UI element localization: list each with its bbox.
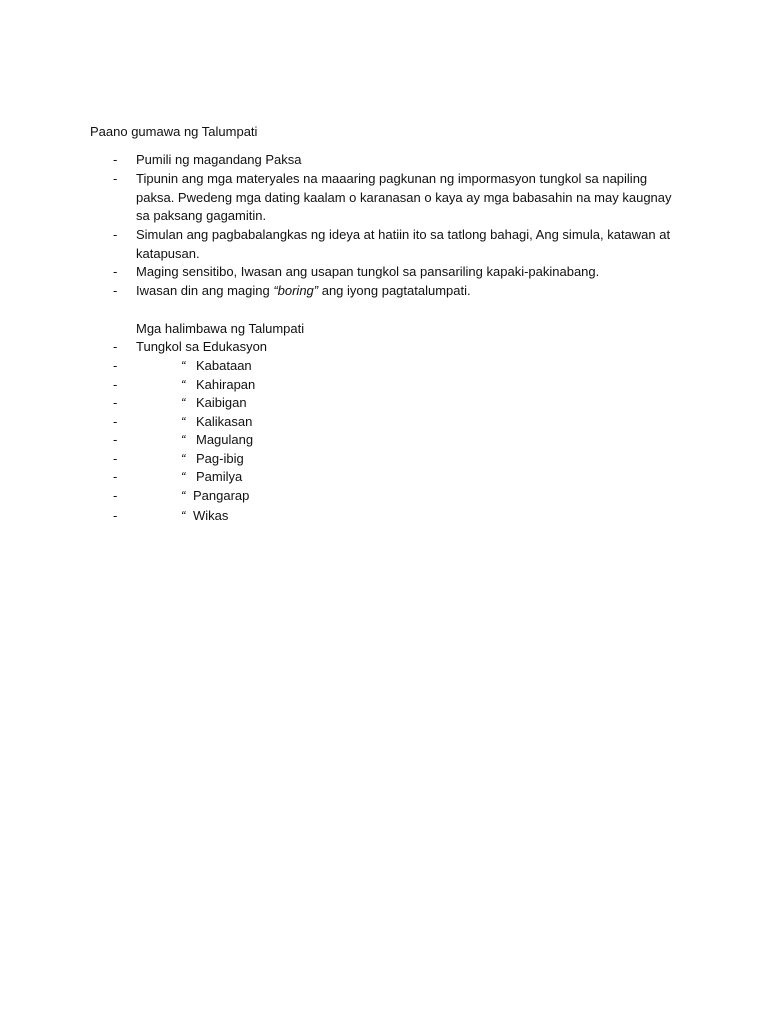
bullet-dash: - xyxy=(113,264,118,279)
ditto-mark: “ xyxy=(181,395,186,410)
ditto-mark: “ xyxy=(181,469,186,484)
bullet-dash: - xyxy=(113,358,118,373)
step-text: Maging sensitibo, Iwasan ang usapan tungkol sa pansariling kapaki-pakinabang. xyxy=(136,264,600,279)
step-text: Tipunin ang mga materyales na maaaring pagkunan ng impormasyon tungkol sa napiling paksa. Pwedeng mga dating kaalam o karanasan o kaya ay mga babasahin na may kaugnay sa paksang gagamitin. xyxy=(136,171,672,223)
bullet-dash: - xyxy=(113,171,118,186)
example-text: Magulang xyxy=(196,432,254,447)
bullet-dash: - xyxy=(113,508,118,523)
document-title: Paano gumawa ng Talumpati xyxy=(90,124,258,139)
ditto-mark: “ xyxy=(181,488,186,503)
example-text: Tungkol sa Edukasyon xyxy=(136,339,268,354)
step-text-after: ang iyong pagtatalumpati. xyxy=(318,283,471,298)
bullet-dash: - xyxy=(113,469,118,484)
step-text: Pumili ng magandang Paksa xyxy=(136,152,302,167)
ditto-mark: “ xyxy=(181,508,186,523)
bullet-dash: - xyxy=(113,227,118,242)
ditto-mark: “ xyxy=(181,451,186,466)
bullet-dash: - xyxy=(113,152,118,167)
bullet-dash: - xyxy=(113,377,118,392)
ditto-mark: “ xyxy=(181,414,186,429)
step-text xyxy=(136,282,676,301)
step-text: Simulan ang pagbabalangkas ng ideya at hatiin ito sa tatlong bahagi, Ang simula, katawan at katapusan. xyxy=(136,227,671,261)
example-text: Kalikasan xyxy=(196,414,253,429)
example-text: Kahirapan xyxy=(196,377,256,392)
bullet-dash: - xyxy=(113,339,118,354)
step-text-before: Iwasan din ang maging xyxy=(136,283,274,298)
example-text: Kaibigan xyxy=(196,395,247,410)
bullet-dash: - xyxy=(113,414,118,429)
example-text: Wikas xyxy=(193,508,229,523)
example-text: Kabataan xyxy=(196,358,252,373)
bullet-dash: - xyxy=(113,283,118,298)
step-text-italic: “boring” xyxy=(273,283,319,298)
ditto-mark: “ xyxy=(181,377,186,392)
ditto-mark: “ xyxy=(181,432,186,447)
examples-heading: Mga halimbawa ng Talumpati xyxy=(136,321,305,336)
ditto-mark: “ xyxy=(181,358,186,373)
example-text: Pangarap xyxy=(193,488,250,503)
example-text: Pamilya xyxy=(196,469,243,484)
bullet-dash: - xyxy=(113,432,118,447)
bullet-dash: - xyxy=(113,488,118,503)
bullet-dash: - xyxy=(113,395,118,410)
bullet-dash: - xyxy=(113,451,118,466)
example-text: Pag-ibig xyxy=(196,451,244,466)
